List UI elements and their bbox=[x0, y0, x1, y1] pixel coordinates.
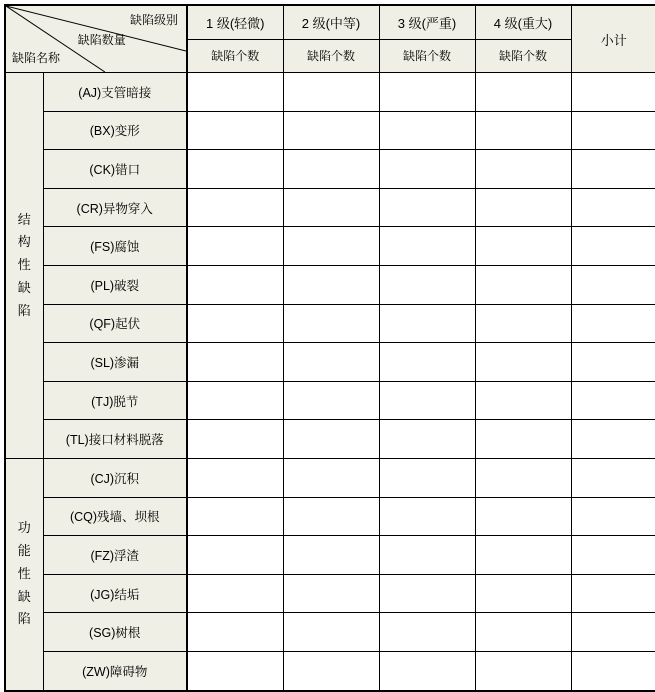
defect-count-cell[interactable] bbox=[283, 497, 379, 536]
header-name-label: 缺陷名称 bbox=[12, 51, 61, 65]
defect-count-cell[interactable] bbox=[283, 343, 379, 382]
defect-count-cell[interactable] bbox=[379, 304, 475, 343]
defect-count-cell[interactable] bbox=[475, 420, 571, 459]
defect-count-cell[interactable] bbox=[283, 381, 379, 420]
defect-count-cell[interactable] bbox=[283, 458, 379, 497]
defect-count-cell[interactable] bbox=[379, 651, 475, 690]
table-row bbox=[5, 343, 655, 382]
defect-count-cell[interactable] bbox=[475, 574, 571, 613]
category-char: 功 bbox=[17, 520, 31, 536]
defect-summary-sheet bbox=[0, 4, 655, 683]
defect-count-cell[interactable] bbox=[187, 111, 283, 150]
defect-count-cell[interactable] bbox=[379, 73, 475, 112]
defect-name-cell: (CK)错口 bbox=[43, 150, 187, 189]
table-row bbox=[5, 188, 655, 227]
header-sub-count-4: 缺陷个数 bbox=[475, 39, 571, 73]
table-row bbox=[5, 150, 655, 189]
defect-name-cell: (JG)结垢 bbox=[43, 574, 187, 613]
defect-name-cell: (AJ)支管暗接 bbox=[43, 73, 187, 112]
defect-count-cell[interactable] bbox=[475, 111, 571, 150]
defect-count-cell[interactable] bbox=[187, 265, 283, 304]
table-row bbox=[5, 497, 655, 536]
defect-subtotal-cell[interactable] bbox=[571, 613, 655, 652]
category-char: 构 bbox=[17, 234, 31, 250]
defect-subtotal-cell[interactable] bbox=[571, 574, 655, 613]
defect-count-cell[interactable] bbox=[283, 73, 379, 112]
defect-name-cell: (FZ)浮渣 bbox=[43, 536, 187, 575]
defect-name-cell: (ZW)障碍物 bbox=[43, 651, 187, 690]
defect-count-cell[interactable] bbox=[283, 613, 379, 652]
defect-count-cell[interactable] bbox=[283, 265, 379, 304]
table-row bbox=[5, 73, 655, 112]
defect-count-cell[interactable] bbox=[475, 613, 571, 652]
defect-statistics-table bbox=[4, 4, 655, 692]
defect-count-cell[interactable] bbox=[283, 304, 379, 343]
defect-count-cell[interactable] bbox=[187, 536, 283, 575]
defect-count-cell[interactable] bbox=[187, 343, 283, 382]
defect-name-cell: (CQ)残墙、坝根 bbox=[43, 497, 187, 536]
defect-count-cell[interactable] bbox=[283, 536, 379, 575]
defect-subtotal-cell[interactable] bbox=[571, 381, 655, 420]
defect-count-cell[interactable] bbox=[379, 458, 475, 497]
defect-count-cell[interactable] bbox=[187, 381, 283, 420]
table-row bbox=[5, 420, 655, 459]
table-row bbox=[5, 381, 655, 420]
defect-count-cell[interactable] bbox=[283, 651, 379, 690]
defect-count-cell[interactable] bbox=[187, 227, 283, 266]
category-char: 缺 bbox=[17, 588, 31, 604]
header-sub-count-1: 缺陷个数 bbox=[187, 39, 283, 73]
category-char: 性 bbox=[17, 565, 31, 581]
defect-count-cell[interactable] bbox=[187, 150, 283, 189]
defect-count-cell[interactable] bbox=[379, 381, 475, 420]
defect-count-cell[interactable] bbox=[187, 304, 283, 343]
defect-count-cell[interactable] bbox=[379, 574, 475, 613]
defect-name-cell: (BX)变形 bbox=[43, 111, 187, 150]
defect-name-cell: (TJ)脱节 bbox=[43, 381, 187, 420]
header-sub-count-3: 缺陷个数 bbox=[379, 39, 475, 73]
defect-subtotal-cell[interactable] bbox=[571, 265, 655, 304]
header-level-4: 4 级(重大) bbox=[475, 5, 571, 39]
defect-subtotal-cell[interactable] bbox=[571, 111, 655, 150]
defect-count-cell[interactable] bbox=[475, 497, 571, 536]
defect-count-cell[interactable] bbox=[379, 188, 475, 227]
category-char: 性 bbox=[17, 257, 31, 273]
defect-count-cell[interactable] bbox=[475, 227, 571, 266]
category-char: 能 bbox=[17, 543, 31, 559]
defect-count-cell[interactable] bbox=[283, 188, 379, 227]
defect-name-cell: (QF)起伏 bbox=[43, 304, 187, 343]
defect-subtotal-cell[interactable] bbox=[571, 343, 655, 382]
defect-subtotal-cell[interactable] bbox=[571, 420, 655, 459]
header-subtotal: 小计 bbox=[571, 5, 655, 73]
table-row bbox=[5, 651, 655, 690]
header-sub-count-2: 缺陷个数 bbox=[283, 39, 379, 73]
defect-count-cell[interactable] bbox=[187, 651, 283, 690]
defect-subtotal-cell[interactable] bbox=[571, 536, 655, 575]
defect-count-cell[interactable] bbox=[475, 381, 571, 420]
defect-name-cell: (FS)腐蚀 bbox=[43, 227, 187, 266]
defect-count-cell[interactable] bbox=[475, 343, 571, 382]
table-row bbox=[5, 536, 655, 575]
defect-count-cell[interactable] bbox=[187, 497, 283, 536]
defect-count-cell[interactable] bbox=[187, 420, 283, 459]
header-level-3: 3 级(严重) bbox=[379, 5, 475, 39]
defect-subtotal-cell[interactable] bbox=[571, 497, 655, 536]
defect-subtotal-cell[interactable] bbox=[571, 188, 655, 227]
table-row bbox=[5, 574, 655, 613]
defect-count-cell[interactable] bbox=[379, 420, 475, 459]
defect-count-cell[interactable] bbox=[379, 497, 475, 536]
defect-name-cell: (SG)树根 bbox=[43, 613, 187, 652]
defect-count-cell[interactable] bbox=[283, 420, 379, 459]
defect-count-cell[interactable] bbox=[379, 227, 475, 266]
header-level-2: 2 级(中等) bbox=[283, 5, 379, 39]
table-row bbox=[5, 458, 655, 497]
defect-count-cell[interactable] bbox=[379, 265, 475, 304]
defect-count-cell[interactable] bbox=[187, 73, 283, 112]
defect-count-cell[interactable] bbox=[187, 574, 283, 613]
defect-count-cell[interactable] bbox=[475, 73, 571, 112]
defect-count-cell[interactable] bbox=[379, 343, 475, 382]
defect-count-cell[interactable] bbox=[475, 265, 571, 304]
defect-subtotal-cell[interactable] bbox=[571, 304, 655, 343]
defect-count-cell[interactable] bbox=[187, 188, 283, 227]
table-row bbox=[5, 227, 655, 266]
defect-name-cell: (CJ)沉积 bbox=[43, 458, 187, 497]
defect-count-cell[interactable] bbox=[475, 188, 571, 227]
category-cell-2 bbox=[5, 458, 43, 690]
header-level-label: 缺陷级别 bbox=[129, 13, 178, 27]
defect-count-cell[interactable] bbox=[283, 111, 379, 150]
table-row bbox=[5, 265, 655, 304]
defect-count-cell[interactable] bbox=[475, 304, 571, 343]
defect-count-cell[interactable] bbox=[475, 150, 571, 189]
defect-name-cell: (CR)异物穿入 bbox=[43, 188, 187, 227]
table-row bbox=[5, 304, 655, 343]
defect-count-cell[interactable] bbox=[187, 458, 283, 497]
defect-count-cell[interactable] bbox=[379, 111, 475, 150]
defect-subtotal-cell[interactable] bbox=[571, 73, 655, 112]
defect-count-cell[interactable] bbox=[379, 536, 475, 575]
header-level-1: 1 级(轻微) bbox=[187, 5, 283, 39]
defect-count-cell[interactable] bbox=[475, 651, 571, 690]
defect-count-cell[interactable] bbox=[379, 613, 475, 652]
category-char: 陷 bbox=[17, 611, 31, 627]
defect-name-cell: (PL)破裂 bbox=[43, 265, 187, 304]
table-row bbox=[5, 111, 655, 150]
defect-count-cell[interactable] bbox=[187, 613, 283, 652]
defect-count-cell[interactable] bbox=[283, 227, 379, 266]
header-count-label: 缺陷数量 bbox=[77, 33, 126, 47]
category-char: 结 bbox=[17, 211, 31, 227]
table-row bbox=[5, 613, 655, 652]
defect-count-cell[interactable] bbox=[283, 574, 379, 613]
defect-count-cell[interactable] bbox=[475, 458, 571, 497]
defect-count-cell[interactable] bbox=[379, 150, 475, 189]
category-cell-1 bbox=[5, 73, 43, 459]
defect-subtotal-cell[interactable] bbox=[571, 150, 655, 189]
category-char: 缺 bbox=[17, 279, 31, 295]
defect-subtotal-cell[interactable] bbox=[571, 458, 655, 497]
defect-count-cell[interactable] bbox=[283, 150, 379, 189]
defect-subtotal-cell[interactable] bbox=[571, 227, 655, 266]
category-char: 陷 bbox=[17, 302, 31, 318]
defect-name-cell: (SL)渗漏 bbox=[43, 343, 187, 382]
table-corner-header bbox=[5, 5, 187, 73]
defect-count-cell[interactable] bbox=[475, 536, 571, 575]
defect-name-cell: (TL)接口材料脱落 bbox=[43, 420, 187, 459]
defect-subtotal-cell[interactable] bbox=[571, 651, 655, 690]
